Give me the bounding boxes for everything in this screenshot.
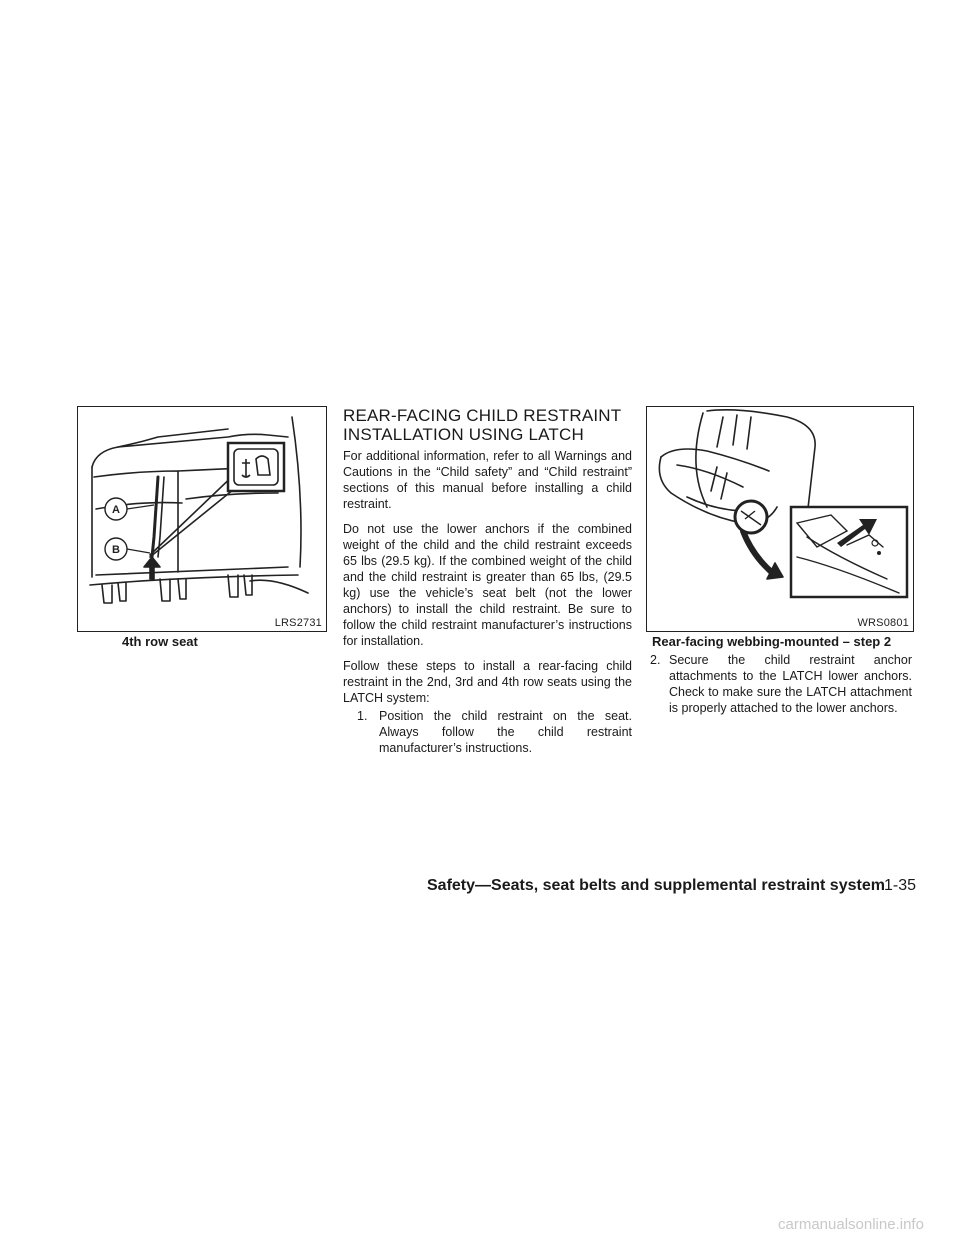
section-body [343,448,632,756]
seat-illustration [78,407,328,633]
section-heading-line1: REAR-FACING CHILD RESTRAINT [343,406,622,425]
section-heading-line2: INSTALLATION USING LATCH [343,425,584,444]
section-heading [343,406,633,444]
callout-b-label: B [112,544,120,556]
step-number: 1. [357,709,368,723]
watermark: carmanualsonline.info [778,1216,924,1233]
child-seat-illustration [647,407,915,633]
step-2 [650,652,912,716]
paragraph: Follow these steps to install a rear-facing child restraint in the 2nd, 3rd and 4th row seats using the LATCH system: [343,659,632,705]
step-number: 2. [650,653,661,667]
figure-code: WRS0801 [857,617,909,629]
page-number: 1-35 [884,877,917,894]
step-text: Secure the child restraint anchor attachments to the LATCH lower anchors. Check to make sure the LATCH attachment is properly attached to the lower anchors. [669,653,912,715]
paragraph: Do not use the lower anchors if the combined weight of the child and the child restraint exceeds 65 lbs (29.5 kg). If the combined weight of the child and the child restraint is greater than 65 lbs, (29.5 kg) use the vehicle’s seat belt (not the lower anchors) to install the child restraint. Be sure to follow the child restraint manufacturer’s instructions for installation. [343,522,632,648]
step-1 [357,708,632,756]
figure-caption: Rear-facing webbing-mounted – step 2 [652,634,892,649]
figure-4th-row-seat [77,406,327,632]
figure-rear-facing-step2 [646,406,914,632]
callout-a-label: A [112,504,120,516]
figure-code: LRS2731 [274,617,322,629]
footer-section-title: Safety—Seats, seat belts and supplemental restraint system [427,877,885,894]
step-text: Position the child restraint on the seat. Always follow the child restraint manufacturer’s instructions. [379,709,632,755]
figure-caption: 4th row seat [122,634,198,649]
paragraph: For additional information, refer to all Warnings and Cautions in the “Child safety” and “Child restraint” sections of this manual before installing a child restraint. [343,449,632,511]
